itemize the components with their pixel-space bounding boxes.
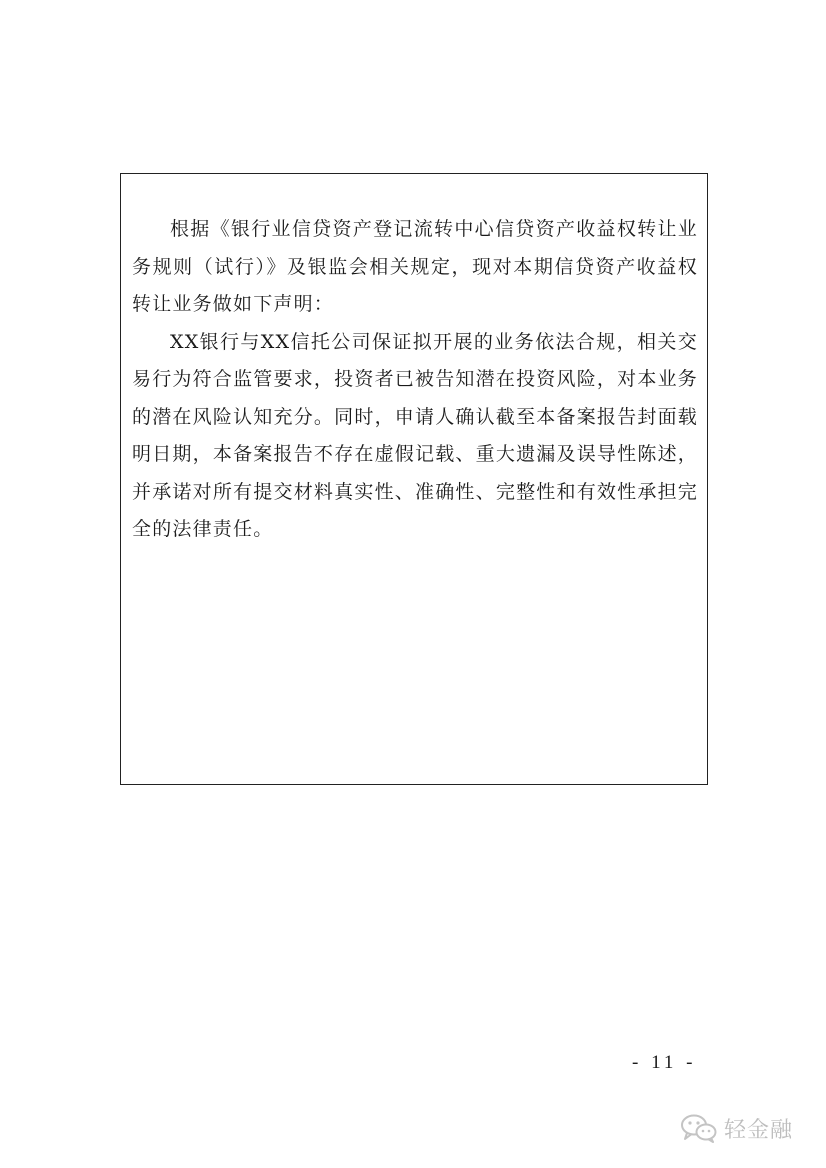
watermark-text: 轻金融 bbox=[724, 1117, 794, 1143]
statement-text bbox=[132, 211, 698, 549]
watermark bbox=[680, 1111, 793, 1145]
wechat-icon bbox=[680, 1113, 718, 1143]
statement-paragraph-2: XX银行与XX信托公司保证拟开展的业务依法合规，相关交易行为符合监管要求，投资者已被告知潜在投资风险，对本业务的潜在风险认知充分。同时，申请人确认截至本备案报告封面载明日期，本备案报告不存在虚假记载、重大遗漏及误导性陈述，并承诺对所有提交材料真实性、准确性、完整性和有效性承担完全的法律责任。 bbox=[132, 330, 698, 540]
page-number: - 11 - bbox=[632, 1052, 697, 1073]
statement-paragraph-1: 根据《银行业信贷资产登记流转中心信贷资产收益权转让业务规则（试行）》及银监会相关规定，现对本期信贷资产收益权转让业务做如下声明： bbox=[132, 218, 698, 315]
